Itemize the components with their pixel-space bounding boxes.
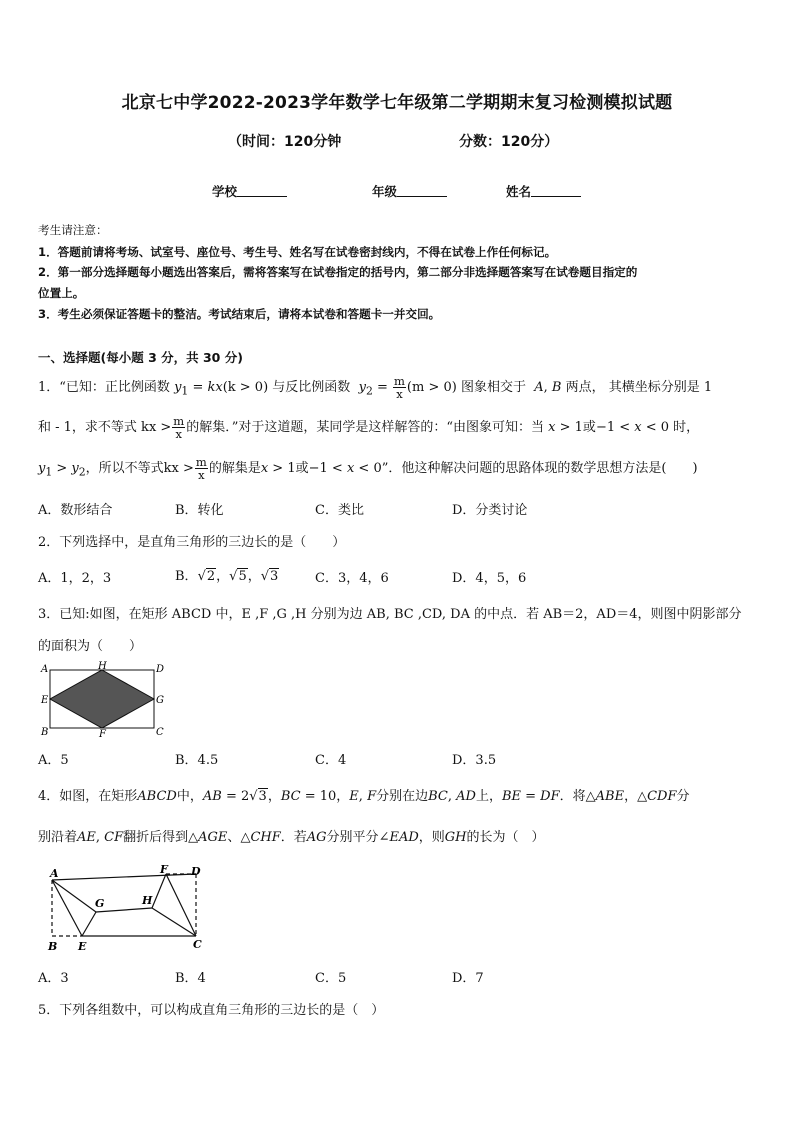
- q5-text: 5．下列各组数中，可以构成直角三角形的三边长的是（ ）: [38, 1003, 385, 1018]
- q2-option-b-label: B．: [175, 569, 198, 584]
- school-blank: [237, 184, 287, 197]
- name-label: 姓名: [506, 184, 532, 199]
- q4-text-o: ，则: [418, 830, 445, 845]
- q2-option-a: A．1，2，3: [38, 571, 112, 586]
- q1-option-a: A．数形结合: [38, 503, 113, 518]
- name-blank: [531, 184, 581, 197]
- q3-option-d: D．3.5: [452, 753, 497, 768]
- q4-text-n: 分别平分: [326, 830, 379, 845]
- q3-option-a: A．5: [38, 753, 69, 768]
- q3-label-c: C: [156, 727, 164, 738]
- q1-text-g: 或: [582, 420, 596, 435]
- q1-line1: 1．“已知：正比例函数 $y_1 = kx(k > 0)$ 与反比例函数 $y_2$ = $\frac{m}{x}$ (m > 0) 图象相交于 A, B 两点， 其横坐标分别是 1: [38, 374, 713, 401]
- q3-shaded-rhombus: [50, 670, 154, 728]
- q4-text-j: 别沿着: [38, 830, 78, 845]
- q4-label-d: D: [191, 865, 201, 878]
- q3-label-a: A: [41, 664, 49, 675]
- exam-time: （时间：120分钟: [228, 134, 342, 150]
- q1-text-f: 的解集．”对于这道题，某同学是这样解答的：“由图象可知：当: [186, 420, 544, 435]
- q4-label-e: E: [78, 940, 87, 953]
- exam-score: 分数：120分）: [459, 134, 559, 150]
- q4-label-c: C: [193, 938, 202, 951]
- grade-blank: [397, 184, 447, 197]
- q4-text-p: 的长为（ ）: [466, 830, 545, 845]
- q4-text-a: 4．如图，在矩形: [38, 789, 138, 804]
- q1-option-c: C．类比: [315, 503, 364, 518]
- q1-line2: 和 - 1，求不等式 kx > $\frac{m}{x}$ 的解集．”对于这道题，某同学是这样解答的：“由图象可知：当 x > 1或−1 < x < 0 时，: [38, 414, 700, 441]
- q1-option-b: B．转化: [175, 503, 224, 518]
- q4-line1: 4．如图，在矩形ABCD中，AB = 2√3，BC = 10，E, F分别在边BC, AD上，BE = DF．将△ABE，△CDF分: [38, 789, 690, 804]
- q3-line1: 3．已知:如图，在矩形 ABCD 中，E ,F ,G ,H 分别为边 AB, BC ,CD, DA 的中点．若 AB＝2，AD＝4，则图中阴影部分: [38, 607, 742, 622]
- q4-text-g: ．将: [559, 789, 586, 804]
- q3-label-e: E: [41, 695, 49, 706]
- q1-text-c: 图象相交于: [460, 380, 526, 395]
- q1-text-i: ，所以不等式kx >: [85, 461, 194, 476]
- school-field: [212, 182, 287, 200]
- q1-line3: $y_1 > y_2$，所以不等式kx > $\frac{m}{x}$ 的解集是x > 1或−1 < x < 0”．他这种解决问题的思路体现的数学思想方法是( ): [38, 455, 698, 482]
- q4-figure: [38, 862, 218, 954]
- exam-title: 北京七中学2022-2023学年数学七年级第二学期期末复习检测模拟试题: [121, 93, 673, 113]
- q1-text-b: 与反比例函数: [272, 380, 351, 395]
- q1-text-a: 1．“已知：正比例函数: [38, 380, 170, 395]
- q3-label-f: F: [99, 729, 106, 738]
- q4-label-b: B: [48, 940, 58, 953]
- q4-label-a: A: [50, 867, 59, 880]
- q1-text-k: 或: [295, 461, 309, 476]
- q2-option-c: C．3，4，6: [315, 571, 389, 586]
- q4-label-h: H: [142, 894, 153, 907]
- grade-field: [372, 182, 447, 200]
- q4-text-k: 翻折后得到: [123, 830, 189, 845]
- q3-line2: 的面积为（ ）: [38, 639, 143, 654]
- name-field: [506, 182, 581, 200]
- q1-text-l: ”．他这种解决问题的思路体现的数学思想方法是( ): [381, 461, 698, 476]
- q1-text-e: 和 - 1，求不等式 kx >: [38, 420, 172, 435]
- q4-label-g: G: [95, 897, 105, 910]
- q4-option-b: B．4: [175, 971, 206, 986]
- q1-option-d: D．分类讨论: [452, 503, 528, 518]
- notes-heading: 考生请注意：: [38, 223, 108, 237]
- q4-text-h: ，: [624, 789, 638, 804]
- q2-option-d: D．4，5，6: [452, 571, 527, 586]
- note-2-cont: 位置上。: [38, 286, 85, 300]
- grade-label: 年级: [372, 184, 398, 199]
- note-3: 3．考生必须保证答题卡的整洁。考试结束后，请将本试卷和答题卡一并交回。: [38, 307, 441, 321]
- q4-text-d: ，: [336, 789, 350, 804]
- q4-text-l: 、: [227, 830, 241, 845]
- q3-label-h: H: [98, 661, 107, 672]
- school-label: 学校: [212, 184, 238, 199]
- q4-text-e: 分别在边: [376, 789, 429, 804]
- q4-line2: 别沿着AE, CF翻折后得到△AGE、△CHF．若AG分别平分∠EAD，则GH的长为（ ）: [38, 830, 545, 845]
- q4-option-a: A．3: [38, 971, 69, 986]
- q4-text-f: 上，: [475, 789, 502, 804]
- q4-label-f: F: [160, 863, 168, 876]
- q2-option-b: B．√2，√5，√3: [175, 569, 279, 584]
- note-1: 1．答题前请将考场、试室号、座位号、考生号、姓名写在试卷密封线内，不得在试卷上作任何标记。: [38, 245, 557, 259]
- q1-text-j: 的解集是: [208, 461, 261, 476]
- q3-label-b: B: [41, 727, 49, 738]
- q3-label-g: G: [156, 695, 164, 706]
- q1-text-d: 两点， 其横坐标分别是 1: [565, 380, 713, 395]
- q3-option-b: B．4.5: [175, 753, 219, 768]
- q4-text-b: 中，: [176, 789, 203, 804]
- section-heading: 一、选择题(每小题 3 分，共 30 分): [38, 350, 243, 365]
- q4-option-c: C．5: [315, 971, 347, 986]
- note-2: 2．第一部分选择题每小题选出答案后，需将答案写在试卷指定的括号内，第二部分非选择题答案写在试卷题目指定的: [38, 265, 638, 279]
- q3-figure: [38, 660, 168, 738]
- q3-label-d: D: [156, 664, 165, 675]
- q4-text-m: ．若: [280, 830, 307, 845]
- q4-option-d: D．7: [452, 971, 484, 986]
- q2-text: 2．下列选择中，是直角三角形的三边长的是（ ）: [38, 535, 346, 550]
- q4-text-c: ，: [267, 789, 281, 804]
- q1-text-h: 时，: [673, 420, 700, 435]
- q4-text-i: 分: [676, 789, 690, 804]
- q3-option-c: C．4: [315, 753, 347, 768]
